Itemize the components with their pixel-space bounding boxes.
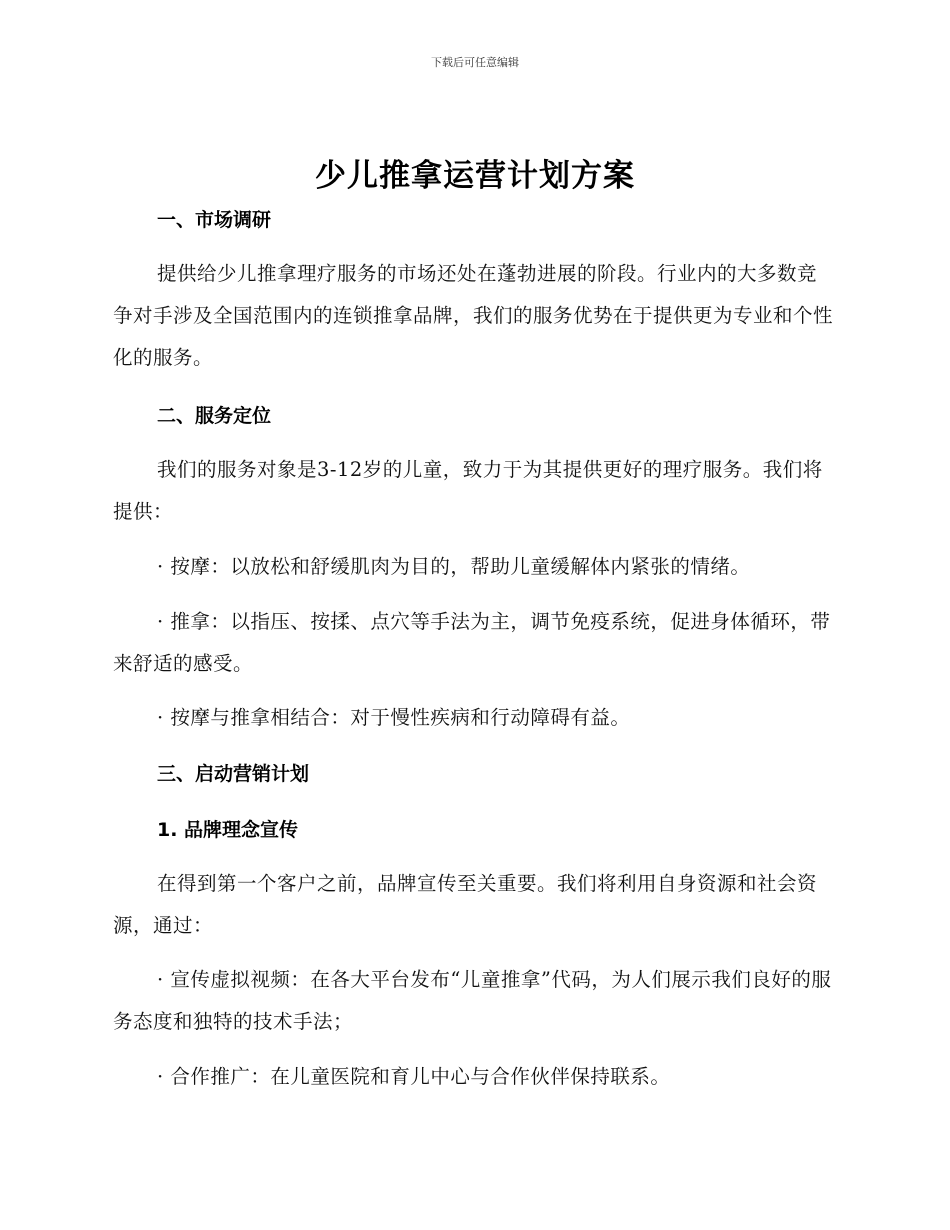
bullet-tuina: · 推拿：以指压、按揉、点穴等手法为主，调节免疫系统，促进身体循环，带来舒适的感受。 [113,610,831,675]
bullet-combined: · 按摩与推拿相结合：对于慢性疾病和行动障碍有益。 [157,706,631,729]
paragraph-brand-promotion: 在得到第一个客户之前，品牌宣传至关重要。我们将利用自身资源和社会资源，通过： [113,872,818,937]
header-note: 下载后可任意编辑 [431,56,519,69]
bullet-video-promotion: · 宣传虚拟视频：在各大平台发布“儿童推拿”代码，为人们展示我们良好的服务态度和独特的技术手法； [113,968,832,1033]
subsection-heading-brand-promotion: 1. 品牌理念宣传 [157,819,299,841]
section-heading-market-research: 一、市场调研 [157,209,272,231]
section-heading-service-positioning: 二、服务定位 [157,405,272,427]
bullet-massage: · 按摩：以放松和舒缓肌肉为目的，帮助儿童缓解体内紧张的情绪。 [157,555,751,578]
section-heading-marketing-plan: 三、启动营销计划 [157,763,310,785]
paragraph-service-target: 我们的服务对象是3-12岁的儿童，致力于为其提供更好的理疗服务。我们将提供： [113,458,823,523]
bullet-partnership: · 合作推广：在儿童医院和育儿中心与合作伙伴保持联系。 [157,1065,671,1088]
paragraph-market-research: 提供给少儿推拿理疗服务的市场还处在蓬勃进展的阶段。行业内的大多数竞争对手涉及全国范围内的连锁推拿品牌，我们的服务优势在于提供更为专业和个性化的服务。 [113,262,834,369]
document-title: 少儿推拿运营计划方案 [315,158,635,194]
